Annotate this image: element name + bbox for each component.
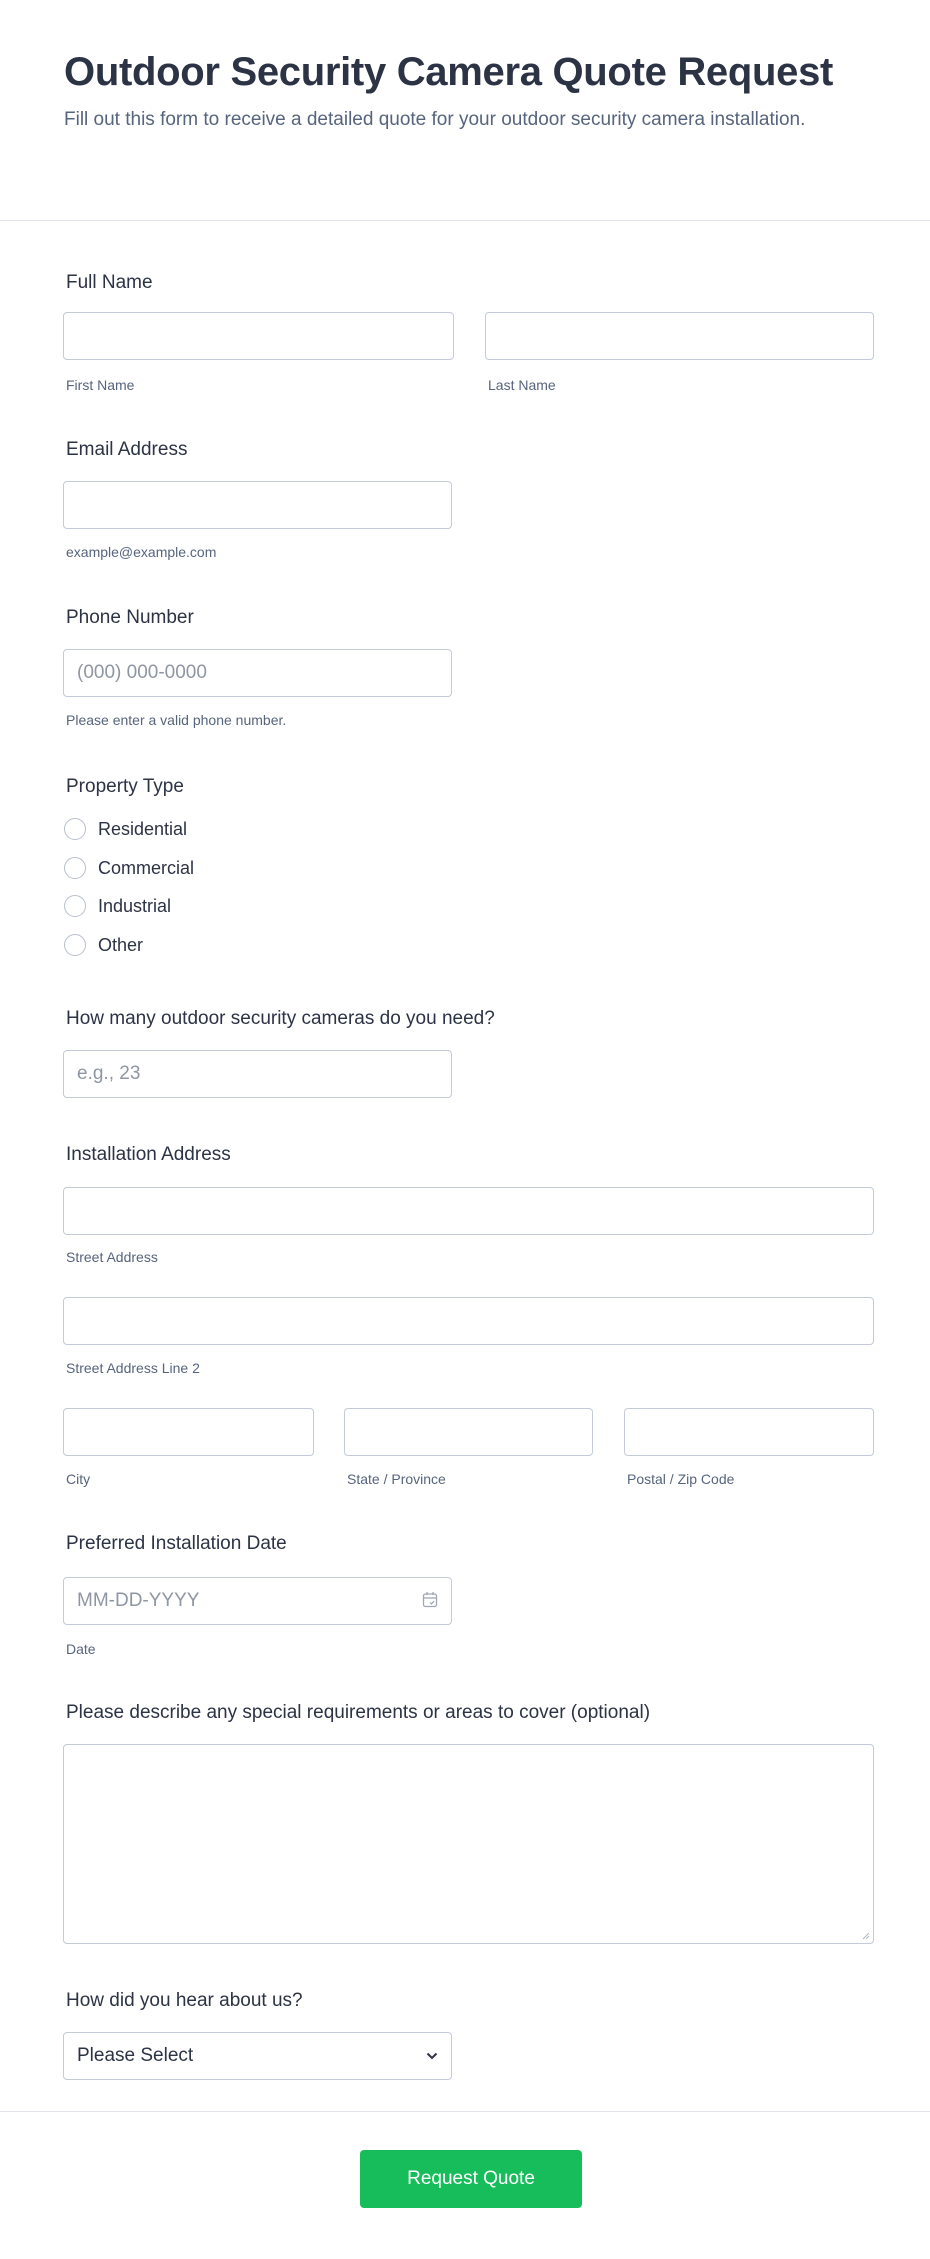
referral-selected-value: Please Select bbox=[77, 2045, 194, 2066]
phone-label: Phone Number bbox=[66, 607, 194, 628]
email-sublabel: example@example.com bbox=[66, 544, 217, 560]
radio-circle[interactable] bbox=[64, 857, 86, 879]
header-divider bbox=[0, 220, 930, 221]
requirements-textarea[interactable] bbox=[63, 1744, 874, 1944]
page-title: Outdoor Security Camera Quote Request bbox=[64, 50, 834, 94]
email-input[interactable] bbox=[63, 481, 452, 529]
referral-label: How did you hear about us? bbox=[66, 1990, 303, 2011]
radio-circle[interactable] bbox=[64, 818, 86, 840]
request-quote-button[interactable]: Request Quote bbox=[360, 2150, 582, 2208]
radio-label: Commercial bbox=[98, 857, 195, 878]
date-input[interactable] bbox=[63, 1577, 452, 1625]
referral-select[interactable] bbox=[63, 2032, 452, 2080]
street-address-input[interactable] bbox=[63, 1187, 874, 1235]
street-address-2-sublabel: Street Address Line 2 bbox=[66, 1360, 200, 1376]
phone-sublabel: Please enter a valid phone number. bbox=[66, 712, 287, 728]
property-type-label: Property Type bbox=[66, 776, 184, 797]
phone-input[interactable] bbox=[63, 649, 452, 697]
last-name-input[interactable] bbox=[485, 312, 874, 360]
date-label: Preferred Installation Date bbox=[66, 1533, 287, 1554]
page-subtitle: Fill out this form to receive a detailed quote for your outdoor security camera installation. bbox=[64, 109, 806, 130]
date-sublabel: Date bbox=[66, 1641, 96, 1657]
chevron-down-icon bbox=[426, 2052, 438, 2060]
zip-input[interactable] bbox=[624, 1408, 874, 1456]
street-address-sublabel: Street Address bbox=[66, 1249, 158, 1265]
resize-handle-icon[interactable] bbox=[862, 1932, 870, 1940]
radio-residential[interactable] bbox=[64, 818, 187, 840]
requirements-label: Please describe any special requirements or areas to cover (optional) bbox=[66, 1702, 651, 1723]
radio-other[interactable] bbox=[64, 934, 143, 956]
radio-circle[interactable] bbox=[64, 895, 86, 917]
radio-label: Other bbox=[98, 934, 144, 955]
full-name-label: Full Name bbox=[66, 272, 153, 293]
city-input[interactable] bbox=[63, 1408, 314, 1456]
requirements-field bbox=[63, 1744, 874, 1944]
radio-commercial[interactable] bbox=[64, 857, 194, 879]
date-field bbox=[63, 1577, 452, 1625]
zip-sublabel: Postal / Zip Code bbox=[627, 1471, 735, 1487]
address-label: Installation Address bbox=[66, 1144, 231, 1165]
footer-divider bbox=[0, 2111, 930, 2112]
radio-industrial[interactable] bbox=[64, 895, 171, 917]
state-input[interactable] bbox=[344, 1408, 593, 1456]
city-sublabel: City bbox=[66, 1471, 91, 1487]
cameras-input[interactable] bbox=[63, 1050, 452, 1098]
cameras-label: How many outdoor security cameras do you need? bbox=[66, 1008, 495, 1029]
first-name-sublabel: First Name bbox=[66, 377, 135, 393]
radio-circle[interactable] bbox=[64, 934, 86, 956]
state-sublabel: State / Province bbox=[347, 1471, 446, 1487]
radio-label: Residential bbox=[98, 818, 188, 839]
email-label: Email Address bbox=[66, 439, 188, 460]
radio-label: Industrial bbox=[98, 895, 172, 916]
street-address-2-input[interactable] bbox=[63, 1297, 874, 1345]
first-name-input[interactable] bbox=[63, 312, 454, 360]
last-name-sublabel: Last Name bbox=[488, 377, 556, 393]
calendar-icon[interactable] bbox=[422, 1591, 438, 1608]
